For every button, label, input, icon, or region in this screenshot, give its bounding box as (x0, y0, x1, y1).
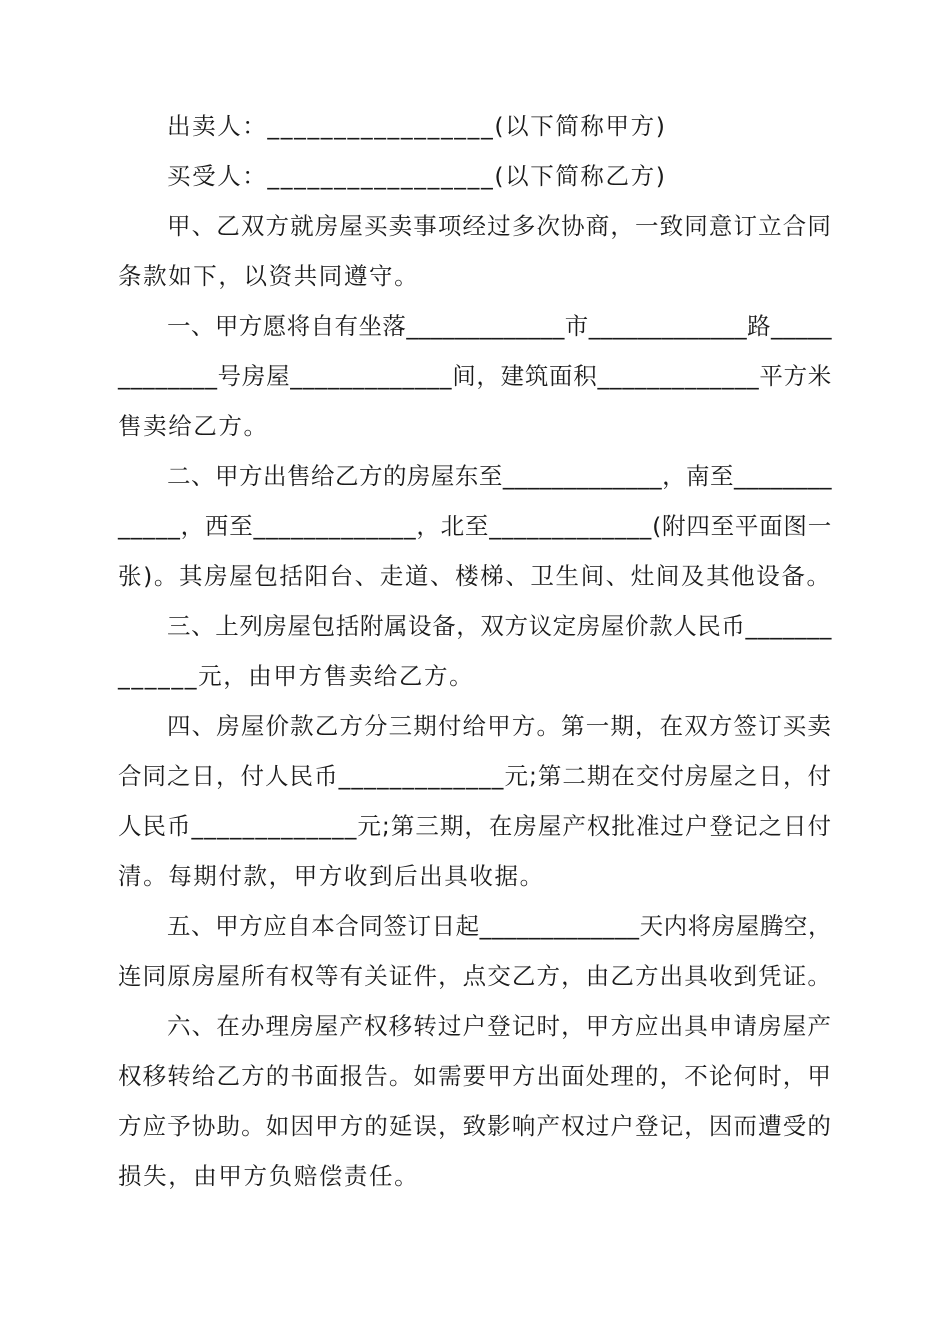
line-text: 出卖人：_________________(以下简称甲方) (167, 112, 667, 140)
clause-3-line (0, 656, 950, 696)
clause-5-line (0, 906, 950, 946)
clause-6-line (0, 1156, 950, 1196)
line-text: 人民币_____________元;第三期，在房屋产权批准过户登记之日付 (118, 812, 832, 840)
paragraph-intro-line (0, 206, 950, 246)
seller-line (0, 106, 950, 146)
clause-5-line (0, 956, 950, 996)
line-text: ________号房屋_____________间，建筑面积_____________平方米 (118, 362, 832, 390)
line-text: 二、甲方出售给乙方的房屋东至_____________，南至________ (167, 462, 832, 490)
line-text: 三、上列房屋包括附属设备，双方议定房屋价款人民币_______ (167, 612, 832, 640)
clause-2-line (0, 556, 950, 596)
clause-1-line (0, 406, 950, 446)
clause-6-line (0, 1006, 950, 1046)
line-text: 合同之日，付人民币_____________元;第二期在交付房屋之日，付 (118, 762, 832, 790)
line-text: _____，西至_____________，北至_____________(附四至平面图一 (118, 512, 832, 540)
line-text: 权移转给乙方的书面报告。如需要甲方出面处理的，不论何时，甲 (118, 1062, 832, 1090)
line-text: 方应予协助。如因甲方的延误，致影响产权过户登记，因而遭受的 (118, 1112, 832, 1140)
clause-6-line (0, 1056, 950, 1096)
clause-2-line (0, 456, 950, 496)
line-text: 售卖给乙方。 (118, 412, 269, 440)
clause-2-line (0, 506, 950, 546)
line-text: 五、甲方应自本合同签订日起_____________天内将房屋腾空， (167, 912, 832, 940)
clause-4-line (0, 706, 950, 746)
clause-6-line (0, 1106, 950, 1146)
line-text: 四、房屋价款乙方分三期付给甲方。第一期，在双方签订买卖 (167, 712, 832, 740)
buyer-line (0, 156, 950, 196)
paragraph-intro-line (0, 256, 950, 296)
clause-1-line (0, 356, 950, 396)
clause-4-line (0, 856, 950, 896)
line-text: 六、在办理房屋产权移转过户登记时，甲方应出具申请房屋产 (167, 1012, 832, 1040)
line-text: 一、甲方愿将自有坐落_____________市_____________路_____ (167, 312, 832, 340)
line-text: 损失，由甲方负赔偿责任。 (118, 1162, 420, 1190)
clause-1-line (0, 306, 950, 346)
line-text: 条款如下，以资共同遵守。 (118, 262, 420, 290)
line-text: 甲、乙双方就房屋买卖事项经过多次协商，一致同意订立合同 (167, 212, 832, 240)
line-text: 清。每期付款，甲方收到后出具收据。 (118, 862, 545, 890)
line-text: 张)。其房屋包括阳台、走道、楼梯、卫生间、灶间及其他设备。 (118, 562, 832, 590)
line-text: ______元，由甲方售卖给乙方。 (118, 662, 475, 690)
clause-4-line (0, 756, 950, 796)
line-text: 买受人：_________________(以下简称乙方) (167, 162, 667, 190)
clause-4-line (0, 806, 950, 846)
line-text: 连同原房屋所有权等有关证件，点交乙方，由乙方出具收到凭证。 (118, 962, 832, 990)
clause-3-line (0, 606, 950, 646)
